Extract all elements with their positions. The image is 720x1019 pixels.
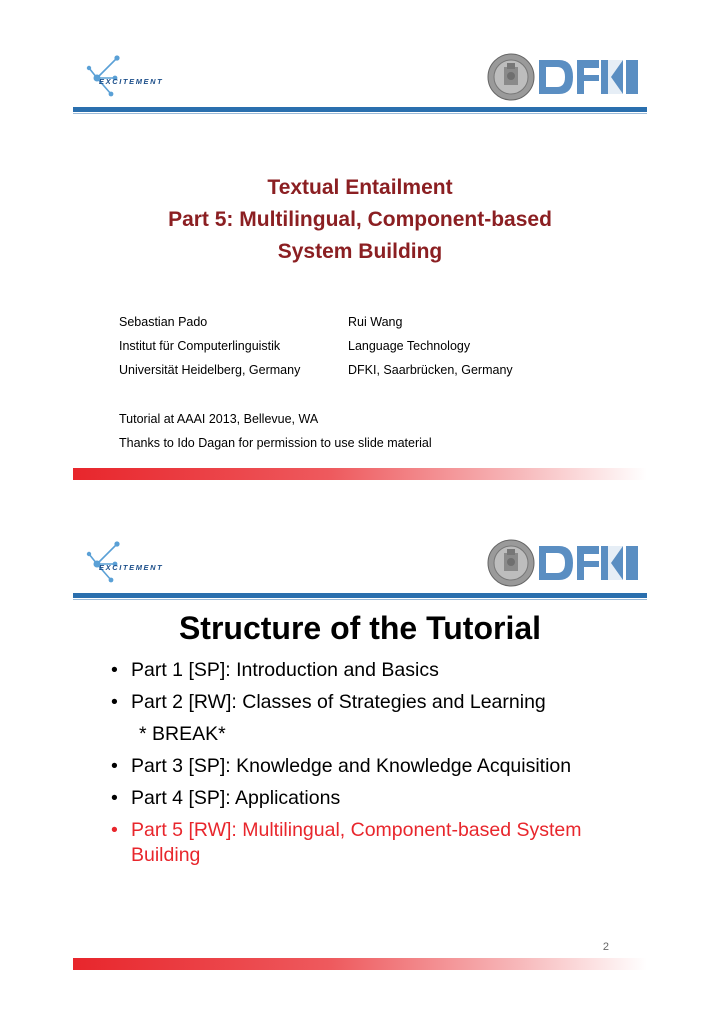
author-affiliation: Institut für Computerlinguistik [119,339,281,353]
excitement-network-icon [79,538,179,586]
excitement-network-icon [79,52,179,100]
bullet-icon: • [111,691,118,713]
bullet-icon: • [111,755,118,777]
heidelberg-seal-icon [487,539,535,587]
excitement-wordmark: EXCITEMENT [99,77,164,86]
header-rule [73,593,647,598]
dfki-logo-icon [537,58,641,96]
list-item-current [111,818,641,868]
slide-1-title [73,172,647,268]
author-institution: DFKI, Saarbrücken, Germany [348,363,513,377]
list-item-text: Part 4 [SP]: Applications [131,787,341,809]
list-item [111,754,641,779]
list-item-text: Part 2 [RW]: Classes of Strategies and Learning [131,691,546,713]
slide-2 [73,530,647,970]
list-item-break [111,722,641,747]
list-item-text: Part 5 [RW]: Multilingual, Component-based System Building [131,819,582,866]
list-item [111,658,641,683]
author-affiliation: Language Technology [348,339,471,353]
bullet-icon: • [111,659,118,681]
bullet-icon: • [111,787,118,809]
header-rule [73,107,647,112]
slide-1 [73,44,647,484]
title-line: Textual Entailment [267,176,453,199]
excitement-wordmark: EXCITEMENT [99,563,164,572]
list-item-text: * BREAK* [139,723,226,745]
author-name: Rui Wang [348,315,403,329]
list-item-text: Part 1 [SP]: Introduction and Basics [131,659,439,681]
tutorial-notes [119,407,432,455]
header-rule-thin [73,113,647,114]
list-item-text: Part 3 [SP]: Knowledge and Knowledge Acquisition [131,755,572,777]
dfki-logo-icon [537,544,641,582]
slide-2-title: Structure of the Tutorial [178,610,542,646]
author-wang [348,310,513,382]
bullet-icon: • [111,819,118,841]
author-institution: Universität Heidelberg, Germany [119,363,301,377]
list-item [111,786,641,811]
tutorial-venue: Tutorial at AAAI 2013, Bellevue, WA [119,412,319,426]
tutorial-outline [111,658,641,875]
header-rule-thin [73,599,647,600]
title-line: Part 5: Multilingual, Component-based [168,208,552,231]
acknowledgement: Thanks to Ido Dagan for permission to use slide material [119,436,432,450]
footer-gradient-bar [73,468,647,480]
title-line: System Building [277,240,443,263]
heidelberg-seal-icon [487,53,535,101]
author-pado [119,310,300,382]
page-number: 2 [602,941,609,953]
footer-gradient-bar [73,958,647,970]
list-item [111,690,641,715]
author-name: Sebastian Pado [119,315,208,329]
